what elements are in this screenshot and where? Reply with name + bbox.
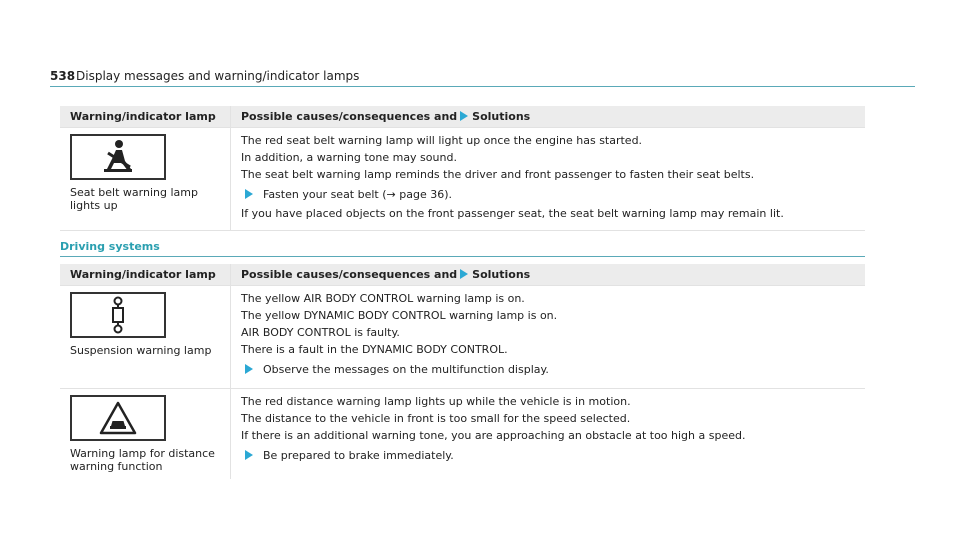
header-causes-text: Possible causes/consequences and	[241, 110, 458, 123]
lamp-cell	[60, 389, 231, 480]
table-row	[60, 128, 865, 231]
table-row	[60, 389, 865, 480]
arrow-icon	[460, 269, 468, 279]
cause-line: If there is an additional warning tone, you are approaching an obstacle at too high a speed.	[241, 429, 746, 442]
header-lamp: Warning/indicator lamp	[60, 264, 231, 286]
header-solutions-text: Solutions	[472, 110, 531, 123]
arrow-icon	[245, 364, 253, 374]
cause-line: If you have placed objects on the front passenger seat, the seat belt warning lamp may remain lit.	[241, 207, 784, 220]
lamp-label: Warning lamp for distance	[70, 447, 215, 460]
section-title: Driving systems	[60, 240, 865, 257]
suspension-icon	[70, 292, 166, 338]
cause-line: The distance to the vehicle in front is too small for the speed selected.	[241, 412, 631, 425]
solution-step	[241, 449, 855, 462]
cause-line: The red seat belt warning lamp will light up once the engine has started.	[241, 134, 643, 147]
table-header-row	[60, 106, 865, 128]
causes-cell	[231, 286, 866, 389]
table-row	[60, 286, 865, 389]
header-causes	[231, 264, 866, 286]
cause-line: The seat belt warning lamp reminds the driver and front passenger to fasten their seat belts.	[241, 168, 755, 181]
table-header-row	[60, 264, 865, 286]
seat-belt-icon	[70, 134, 166, 180]
solution-text: Be prepared to brake immediately.	[263, 449, 454, 462]
cause-line: In addition, a warning tone may sound.	[241, 151, 457, 164]
lamp-label: warning function	[70, 460, 163, 473]
driving-systems-table	[60, 264, 865, 479]
arrow-icon	[245, 189, 253, 199]
lamp-label: lights up	[70, 199, 118, 212]
seat-belt-table	[60, 106, 865, 231]
lamp-label: Suspension warning lamp	[70, 344, 212, 357]
solution-text: Fasten your seat belt (→ page 36).	[263, 188, 452, 201]
solution-step	[241, 363, 855, 376]
distance-warning-icon	[70, 395, 166, 441]
cause-line: The red distance warning lamp lights up while the vehicle is in motion.	[241, 395, 631, 408]
lamp-label: Seat belt warning lamp	[70, 186, 198, 199]
header-causes-text: Possible causes/consequences and	[241, 268, 458, 281]
cause-line: The yellow DYNAMIC BODY CONTROL warning lamp is on.	[241, 309, 558, 322]
cause-line: The yellow AIR BODY CONTROL warning lamp is on.	[241, 292, 525, 305]
causes-cell	[231, 389, 866, 480]
arrow-icon	[245, 450, 253, 460]
cause-line: AIR BODY CONTROL is faulty.	[241, 326, 400, 339]
running-title: Display messages and warning/indicator lamps	[76, 69, 360, 83]
header-causes	[231, 106, 866, 128]
header-lamp: Warning/indicator lamp	[60, 106, 231, 128]
solution-step	[241, 188, 855, 201]
page-header	[50, 60, 915, 87]
cause-line: There is a fault in the DYNAMIC BODY CONTROL.	[241, 343, 508, 356]
solution-text: Observe the messages on the multifunction display.	[263, 363, 549, 376]
arrow-icon	[460, 111, 468, 121]
lamp-cell	[60, 128, 231, 231]
lamp-cell	[60, 286, 231, 389]
page-number: 538	[50, 69, 76, 83]
causes-cell	[231, 128, 866, 231]
header-solutions-text: Solutions	[472, 268, 531, 281]
